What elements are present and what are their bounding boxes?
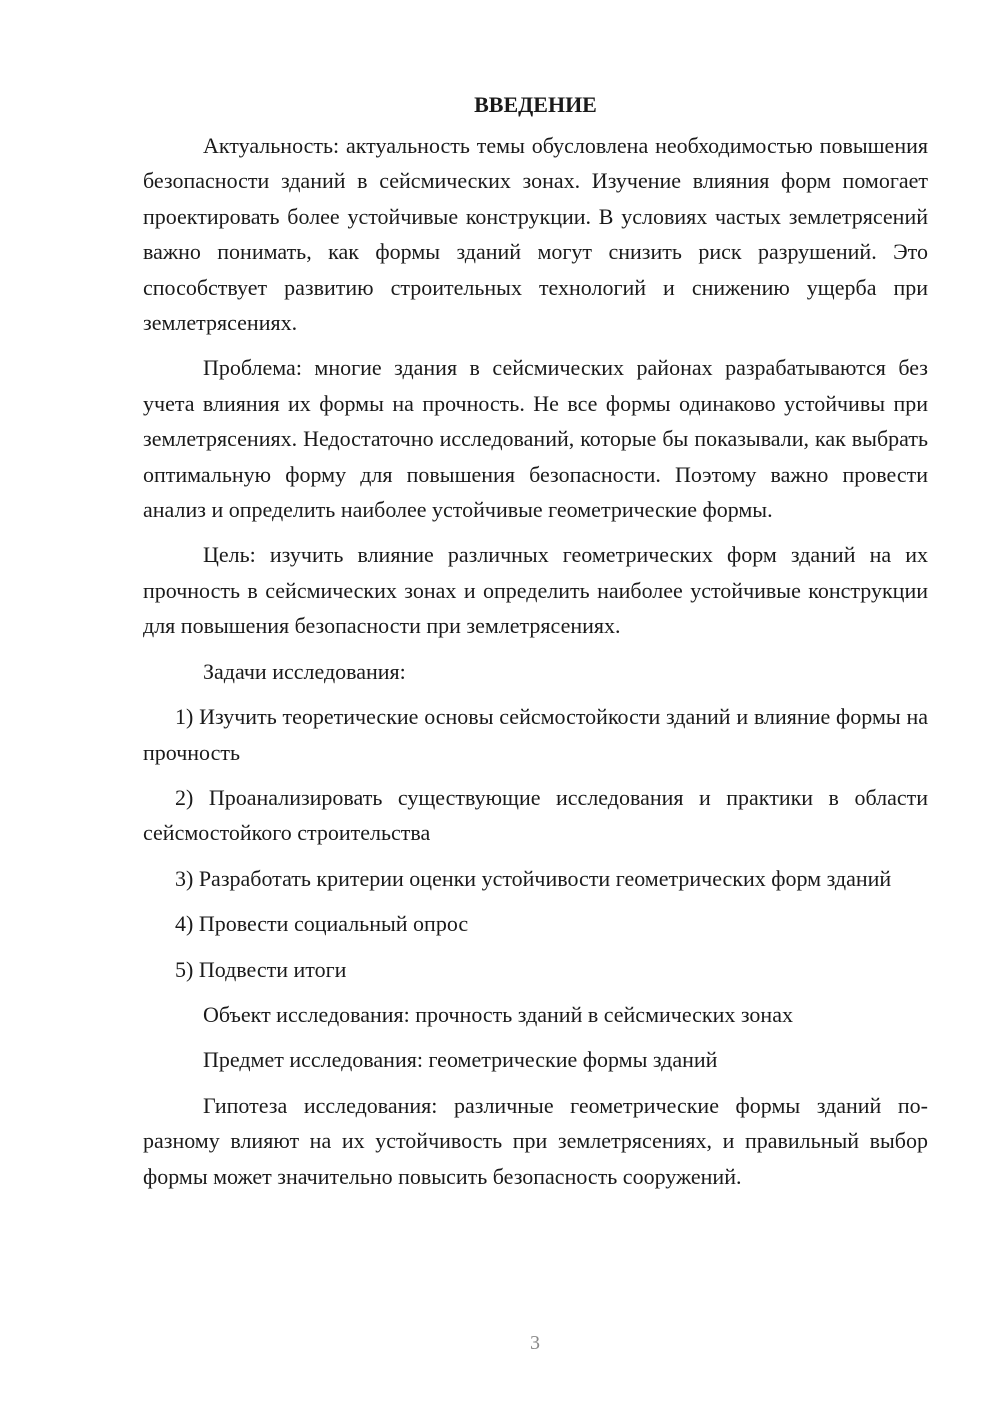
goal-paragraph: Цель: изучить влияние различных геометрических форм зданий на их прочность в сейсмических зонах и определить наиболее устойчивые конструкции для повышения безопасности при землетрясениях. (143, 542, 928, 639)
problem-paragraph: Проблема: многие здания в сейсмических районах разрабатываются без учета влияния их формы на прочность. Не все формы одинаково устойчивы при землетрясениях. Недостаточно исследований, которые бы показывали, как выбрать оптимальную форму для повышения безопасности. Поэтому важно провести анализ и определить наиболее устойчивые геометрические формы. (143, 355, 928, 523)
page-number: 3 (530, 1332, 540, 1354)
tasks-heading: Задачи исследования: (203, 658, 406, 684)
task-item-2: 2) Проанализировать существующие исследования и практики в области сейсмостойкого строительства (143, 784, 928, 846)
task-item-1: 1) Изучить теоретические основы сейсмостойкости зданий и влияние формы на прочность (143, 704, 928, 765)
task-item-3: 3) Разработать критерии оценки устойчивости геометрических форм зданий (175, 865, 892, 891)
object-paragraph: Объект исследования: прочность зданий в сейсмических зонах (203, 1001, 793, 1027)
relevance-paragraph: Актуальность: актуальность темы обусловлена необходимостью повышения безопасности зданий в сейсмических зонах. Изучение влияния форм помогает проектировать более устойчивые конструкции. В условиях частых землетрясений важно понимать, как формы зданий могут снизить риск разрушений. Это способствует развитию строительных технологий и снижению ущерба при землетрясениях. (143, 133, 928, 336)
task-item-4: 4) Провести социальный опрос (175, 911, 469, 937)
document-page (143, 90, 928, 1204)
hypothesis-paragraph: Гипотеза исследования: различные геометрические формы зданий по-разному влияют на их устойчивость при землетрясениях, и правильный выбор формы может значительно повысить безопасность сооружений. (143, 1092, 928, 1189)
section-title: ВВЕДЕНИЕ (474, 92, 597, 117)
task-item-5: 5) Подвести итоги (175, 956, 347, 982)
subject-paragraph: Предмет исследования: геометрические формы зданий (203, 1047, 718, 1073)
